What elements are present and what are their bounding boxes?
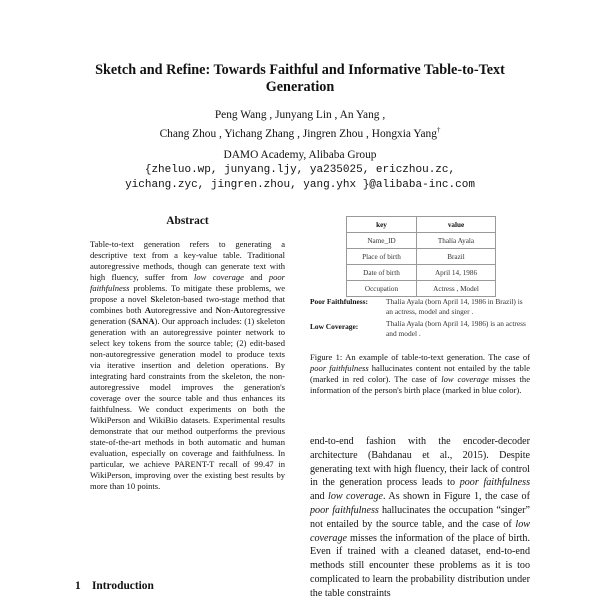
abstract-text: and [243,271,269,282]
caption-emph: poor faithfulness [310,363,369,373]
abstract-text: Table-to-text generation refers to generating a descriptive text from a key-value table. Traditional autoregressive methods, though can generate text with high fluency, suffer from [90,239,285,282]
figure-key-value-table [346,216,496,297]
table-cell-key: Occupation [347,281,417,297]
table-cell-key: Place of birth [347,249,417,265]
body-text: misses the information of the place of birth. Even if trained with a cleaned dataset, end-to-end methods still encounter these problems as it is too complicated to learn the probability distribution under the table constraints [310,532,530,599]
abstract-emph: low coverage [193,271,244,282]
abstract-bold: N [215,304,222,315]
abstract-emph: poor faithfulness [90,271,285,293]
body-emph: low coverage [310,518,530,544]
table-row [347,265,496,281]
table-row [347,233,496,249]
caption-text: misses the information of the person's birth place (marked in blue color). [310,374,530,395]
abstract-bold: A [144,304,151,315]
table-cell-value: Brazil [417,249,496,265]
figure-caption [310,352,530,396]
dagger-mark: † [436,125,441,134]
abstract-bold: A [233,304,240,315]
authors-line-2-text: Chang Zhou , Yichang Zhang , Jingren Zhou , Hongxia Yang [159,127,437,140]
body-emph: poor faithfulness [310,504,379,516]
caption-text: hallucinates content not entailed by the table (marked in red color). The case of [310,363,530,384]
emails-line-2: yichang.zyc, jingren.zhou, yang.yhx }@alibaba-inc.com [125,178,475,191]
table-header-value: value [417,217,496,233]
table-cell-value: April 14, 1986 [417,265,496,281]
emails-line-1: {zheluo.wp, junyang.ljy, ya235025, ericzhou.zc, [144,164,456,176]
body-text: end-to-end fashion with the encoder-decoder architecture (Bahdanau et al., 2015). Despite generating text with high fluency, their lack of control in the generation process leads to [310,436,530,489]
poor-faithfulness-text: Thalía Ayala (born April 14, 1986 in Brazil) is an actress, model and singer . [386,297,523,316]
table-cell-key: Date of birth [347,265,417,281]
body-text: hallucinates the occupation “singer” not entailed by the source table, and the case of [310,504,531,530]
abstract-heading: Abstract [166,215,209,227]
author-list [60,108,540,141]
abstract-text: ). Our approach includes: (1) skeleton generation with an autoregressive pointer network to select key tokens from the source table; (2) edit-based non-autoregressive generation model to produce texts via iterative insertion and deletion operations. By integrating hard constraints from the skeleton, the non-autoregressive model improves the generation's coverage over the source table and thus enhances its faithfulness. We conduct experiments on both the WikiPerson and WikiBio datasets. Experimental results demonstrate that our method outperforms the previous state-of-the-art methods in both automatic and human evaluation, especially on coverage and faithfulness. In particular, we achieve PARENT-T recall of 99.47 in WikiPerson, improving over the existing best results by more than 10 points. [90,315,285,491]
table-cell-value: Actress , Model [417,281,496,297]
abstract-text: utoregressive and [150,304,216,315]
abstract-text: keleton-based two-stage method that combines both [90,293,285,315]
abstract-text: utoregressive generation ( [90,304,285,326]
low-coverage-text: Thalía Ayala (born April 14, 1986) is an actress and model . [386,319,526,338]
table-row [347,281,496,297]
intro-column-2-text [310,435,530,601]
section-heading-introduction [75,580,154,592]
table-cell-key: Name_ID [347,233,417,249]
abstract-body [90,239,285,492]
caption-emph: low coverage [441,374,489,384]
body-text: . As shown in Figure 1, the case of [383,491,530,503]
caption-text: Figure 1: An example of table-to-text generation. The case of [310,352,530,362]
abstract-bold: S [150,293,156,304]
affiliation: DAMO Academy, Alibaba Group [223,149,377,161]
low-coverage-label: Low Coverage: [310,322,359,331]
poor-faithfulness-label: Poor Faithfulness: [310,297,368,306]
body-emph: poor faithfulness [459,477,530,489]
abstract-text: problems. To mitigate these problems, we propose a novel [90,282,285,304]
abstract-text: on- [221,304,234,315]
table-row [347,249,496,265]
authors-line-2 [60,123,540,141]
body-emph: low coverage [328,491,384,503]
email-list [20,163,580,192]
section-title: Introduction [92,580,154,592]
authors-line-1: Peng Wang , Junyang Lin , An Yang , [214,109,386,121]
table-header-key: key [347,217,417,233]
paper-title: Sketch and Refine: Towards Faithful and Informative Table-to-Text Generation [95,62,505,95]
table-cell-value: Thalía Ayala [417,233,496,249]
table-header-row [347,217,496,233]
section-number: 1 [75,580,81,592]
abstract-bold: SANA [131,315,155,326]
body-text: and [310,491,329,503]
